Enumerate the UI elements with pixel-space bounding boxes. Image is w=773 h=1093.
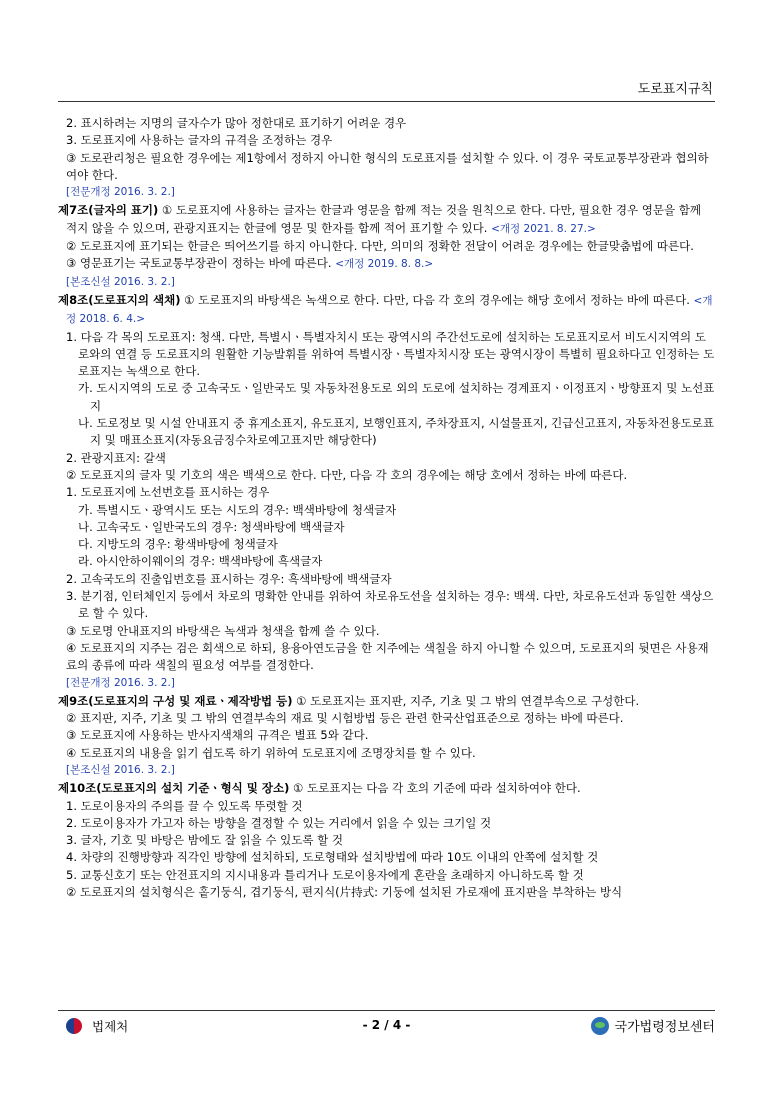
paragraph-line (58, 502, 715, 519)
paragraph-line (58, 640, 715, 675)
document-title: 도로표지규칙 (637, 82, 713, 97)
article-paragraph (58, 693, 715, 710)
paragraph-text: ① 도로표지에 사용하는 글자는 한글과 영문을 함께 적는 것을 원칙으로 한다. 다만, 필요한 경우 영문을 함께 적지 않을 수 있으며, 관광지표지는 한글에 영문 및 한자를 함께 적어 표기할 수 있다. (66, 203, 701, 235)
revision-note: <개정 2021. 8. 27.> (491, 222, 596, 235)
paragraph-text: ③ 도로표지에 사용하는 반사지색채의 규격은 별표 5와 같다. (66, 728, 369, 743)
paragraph-text: 3. 도로표지에 사용하는 글자의 규격을 조정하는 경우 (66, 133, 333, 148)
document-body (58, 115, 715, 901)
paragraph-text: ① 도로표지는 다음 각 호의 기준에 따라 설치하여야 한다. (289, 781, 581, 796)
paragraph-text: ③ 도로명 안내표지의 바탕색은 녹색과 청색을 함께 쓸 수 있다. (66, 623, 380, 638)
paragraph-line (58, 798, 715, 815)
paragraph-text: [전문개정 2016. 3. 2.] (66, 676, 175, 689)
paragraph-line (58, 832, 715, 849)
paragraph-text: ② 도로표지에 표기되는 한글은 띄어쓰기를 하지 아니한다. 다만, 의미의 정확한 전달이 어려운 경우에는 한글맞춤법에 따른다. (66, 239, 694, 254)
paragraph-text: ② 도로표지의 설치형식은 홑기둥식, 겹기둥식, 편지식(片持式: 기둥에 설치된 가로재에 표지판을 부착하는 방식 (66, 885, 623, 900)
paragraph-line (58, 849, 715, 866)
paragraph-text: 5. 교통신호기 또는 안전표지의 지시내용과 틀리거나 도로이용자에게 혼란을 초래하지 아니하도록 할 것 (66, 867, 584, 882)
paragraph-text: 다. 지방도의 경우: 황색바탕에 청색글자 (78, 537, 278, 552)
paragraph-text: ① 도로표지의 바탕색은 녹색으로 한다. 다만, 다음 각 호의 경우에는 해당 호에서 정하는 바에 따른다. (180, 292, 694, 307)
footer-right (591, 1016, 715, 1035)
paragraph-text: 4. 차량의 진행방향과 직각인 방향에 설치하되, 도로형태와 설치방법에 따라 10도 이내의 안쪽에 설치할 것 (66, 850, 599, 865)
paragraph-text: ④ 도로표지의 내용을 읽기 쉽도록 하기 위하여 도로표지에 조명장치를 할 수 있다. (66, 745, 476, 760)
footer-left-label: 법제처 (92, 1019, 129, 1034)
law-center-logo-icon (591, 1017, 609, 1035)
paragraph-line (58, 380, 715, 415)
paragraph-line (58, 884, 715, 901)
paragraph-text: 가. 특별시도ㆍ광역시도 또는 시도의 경우: 백색바탕에 청색글자 (78, 502, 397, 517)
footer-right-label: 국가법령정보센터 (614, 1020, 715, 1035)
paragraph-text: 가. 도시지역의 도로 중 고속국도ㆍ일반국도 및 자동차전용도로 외의 도로에 설치하는 경계표지ㆍ이정표지ㆍ방향표지 및 노선표지 (78, 381, 715, 413)
paragraph-text: 라. 아시안하이웨이의 경우: 백색바탕에 흑색글자 (78, 554, 323, 569)
history-note (58, 675, 715, 692)
paragraph-text: 1. 다음 각 목의 도로표지: 청색. 다만, 특별시ㆍ특별자치시 또는 광역시의 주간선도로에 설치하는 도로표지로서 비도시지역의 도로와의 연결 등 도로표지의 원활한 기능발휘를 위하여 특별시장ㆍ특별자치시장 또는 광역시장이 특별히 필요하다고 인정하는 도로표지는 녹색으로 한다. (66, 329, 715, 379)
paragraph-line (58, 415, 715, 450)
paragraph-text: [전문개정 2016. 3. 2.] (66, 186, 175, 199)
revision-note: <개정 2018. 6. 4.> (66, 294, 713, 326)
paragraph-text: ② 도로표지의 글자 및 기호의 색은 백색으로 한다. 다만, 다음 각 호의 경우에는 해당 호에서 정하는 바에 따른다. (66, 467, 628, 482)
paragraph-text: 나. 도로정보 및 시설 안내표지 중 휴게소표지, 유도표지, 보행인표지, 주차장표지, 시설물표지, 긴급신고표지, 자동차전용도로표지 및 매표소표지(자동요금징수차로예고표지만 해당한다) (78, 416, 715, 448)
article-title: 제7조(글자의 표기) (58, 203, 159, 218)
paragraph-line (58, 519, 715, 536)
paragraph-text: ② 표지판, 지주, 기초 및 그 밖의 연결부속의 재료 및 시험방법 등은 관련 한국산업표준으로 정하는 바에 따른다. (66, 711, 624, 726)
paragraph-text: 2. 도로이용자가 가고자 하는 방향을 결정할 수 있는 거리에서 읽을 수 있는 크기일 것 (66, 815, 492, 830)
paragraph-line (58, 588, 715, 623)
paragraph-line (58, 745, 715, 762)
paragraph-text: ④ 도로표지의 지주는 검은 회색으로 하되, 용융아연도금을 한 지주에는 색칠을 하지 아니할 수 있으며, 도로표지의 뒷면은 사용재료의 종류에 따라 색칠의 필요성 여부를 결정한다. (66, 640, 709, 673)
paragraph-line (58, 132, 715, 149)
paragraph-text: 1. 도로표지에 노선번호를 표시하는 경우 (66, 485, 270, 500)
revision-note: <개정 2019. 8. 8.> (335, 258, 434, 271)
paragraph-text: 3. 분기점, 인터체인지 등에서 차로의 명확한 안내를 위하여 차로유도선을 설치하는 경우: 백색. 다만, 차로유도선과 동일한 색상으로 할 수 있다. (66, 589, 714, 621)
header-divider (58, 101, 715, 102)
paragraph-line (58, 536, 715, 553)
paragraph-text: 2. 관광지표지: 갈색 (66, 450, 166, 465)
paragraph-line (58, 467, 715, 484)
paragraph-line (58, 115, 715, 132)
footer-divider (58, 1010, 715, 1011)
paragraph-text: 3. 글자, 기호 및 바탕은 밤에도 잘 읽을 수 있도록 할 것 (66, 833, 344, 848)
paragraph-text: ③ 도로관리청은 필요한 경우에는 제1항에서 정하지 아니한 형식의 도로표지를 설치할 수 있다. 이 경우 국토교통부장관과 협의하여야 한다. (66, 150, 709, 182)
article-paragraph (58, 292, 715, 329)
history-note (58, 184, 715, 201)
paragraph-text: [본조신설 2016. 3. 2.] (66, 763, 175, 776)
paragraph-line (58, 571, 715, 588)
article-title: 제10조(도로표지의 설치 기준ㆍ형식 및 장소) (58, 781, 290, 796)
page-number: - 2 / 4 - (362, 1018, 411, 1032)
paragraph-line (58, 623, 715, 640)
paragraph-text: ③ 영문표기는 국토교통부장관이 정하는 바에 따른다. (66, 256, 336, 271)
paragraph-text: ① 도로표지는 표지판, 지주, 기초 및 그 밖의 연결부속으로 구성한다. (292, 693, 640, 708)
paragraph-text: 2. 표시하려는 지명의 글자수가 많아 정한대로 표기하기 어려운 경우 (66, 116, 407, 130)
article-paragraph (58, 780, 715, 797)
article-title: 제8조(도로표지의 색채) (58, 292, 181, 307)
paragraph-line (58, 450, 715, 467)
paragraph-line (58, 484, 715, 501)
article-title: 제9조(도로표지의 구성 및 재료ㆍ제작방법 등) (58, 693, 293, 708)
article-paragraph (58, 202, 715, 238)
paragraph-line (58, 815, 715, 832)
paragraph-text: 1. 도로이용자의 주의를 끌 수 있도록 뚜렷할 것 (66, 798, 303, 813)
paragraph-line (58, 150, 715, 185)
paragraph-line (58, 255, 715, 273)
paragraph-line (58, 238, 715, 255)
paragraph-text: 나. 고속국도ㆍ일반국도의 경우: 청색바탕에 백색글자 (78, 519, 345, 534)
paragraph-line (58, 867, 715, 884)
history-note (58, 762, 715, 779)
paragraph-text: [본조신설 2016. 3. 2.] (66, 275, 175, 288)
paragraph-line (58, 727, 715, 744)
paragraph-text: 2. 고속국도의 진출입번호를 표시하는 경우: 흑색바탕에 백색글자 (66, 571, 392, 586)
history-note (58, 274, 715, 291)
paragraph-line (58, 329, 715, 381)
paragraph-line (58, 710, 715, 727)
paragraph-line (58, 553, 715, 570)
